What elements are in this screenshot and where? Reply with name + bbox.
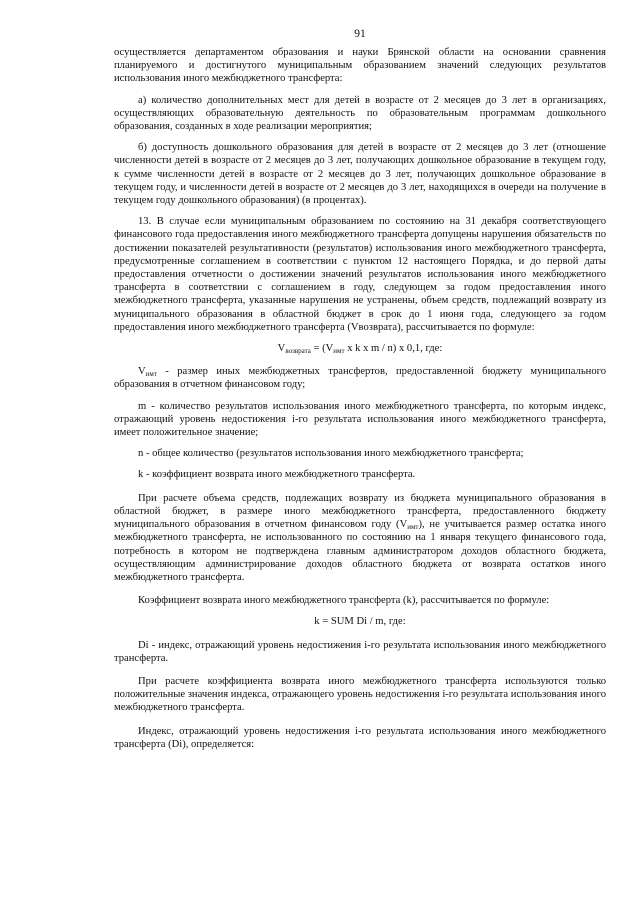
calc-note-after: ), не учитывается размер остатка иного межбюджетного трансферта, не использованного по состоянию на 1 января текущего финансового года, потребность в котором не подтверждена главным администратором доходов областного бюджета, осуществляющим администрирование доходов областного бюджета от возврата остатков иного межбюджетного трансферта.	[114, 519, 606, 583]
paragraph-index-intro: Индекс, отражающий уровень недостижения i-го результата использования иного межбюджетного трансферта (Di), определяется:	[114, 725, 606, 750]
calc-note-sub: имт	[407, 523, 419, 532]
paragraph-m-definition: m - количество результатов использования иного межбюджетного трансферта, по которым индекс, отражающий уровень недостижения i-го результата использования иного межбюджетного трансферта, имеет положительное значение;	[114, 400, 606, 439]
paragraph-item-b: б) доступность дошкольного образования для детей в возрасте от 2 месяцев до 3 лет (отношение численности детей в возрасте от 2 месяцев до 3 лет, получающих дошкольное образование в текущем году, к сумме численности детей в возрасте от 2 месяцев до 3 лет, получающих дошкольное образование в текущем году, и численности детей в возрасте от 2 месяцев до 3 лет, находящихся в очереди на получение в текущем году дошкольного образования) (в процентах).	[114, 142, 606, 207]
v-sub-imt: имт	[145, 370, 157, 379]
formula-coefficient: k = SUM Di / m, где:	[314, 616, 406, 628]
paragraph-13: 13. В случае если муниципальным образованием по состоянию на 31 декабря соответствующего финансового года предоставления иного межбюджетного трансферта допущены нарушения обязательств по достижении показателей результативности (результатов) использования иного межбюджетного трансферта, предусмотренные соглашением в соответствии с пунктом 12 настоящего Порядка, и до первой даты предоставления отчетности о достижении значений результатов использования иного межбюджетного трансферта в соответствии с соглашением в году, следующем за годом предоставления иного межбюджетного трансферта, указанные нарушения не устранены, объем средств, подлежащий возврату из муниципального образования в областной бюджет в срок до 1 июня года, следующего за годом предоставления иного межбюджетного трансферта (Vвозврата), рассчитывается по формуле:	[114, 216, 606, 333]
paragraph-k-definition: k - коэффициент возврата иного межбюджетного трансферта.	[138, 469, 416, 481]
paragraph-n-definition: n - общее количество (результатов использования иного межбюджетного трансферта;	[138, 448, 524, 460]
paragraph-item-a: а) количество дополнительных мест для детей в возрасте от 2 месяцев до 3 лет в организациях, осуществляющих образовательную деятельность по образовательным программам дошкольного образования, созданных в ходе реализации мероприятия;	[114, 94, 606, 133]
v-imt-text: - размер иных межбюджетных трансфертов, предоставленной бюджету муниципального образования в отчетном финансовом году;	[114, 366, 606, 391]
v-symbol: V	[138, 366, 146, 378]
paragraph-v-imt-definition	[114, 365, 606, 391]
formula-return-volume	[114, 342, 606, 355]
formula-eq: = (V	[310, 343, 334, 355]
paragraph-di-definition: Di - индекс, отражающий уровень недостижения i-го результата использования иного межбюджетного трансферта.	[114, 639, 606, 664]
paragraph-coefficient-intro: Коэффициент возврата иного межбюджетного трансферта (k), рассчитывается по формуле:	[138, 595, 550, 607]
paragraph-intro: осуществляется департаментом образования и науки Брянской области на основании сравнения планируемого и достигнутого муниципальным образованием значений следующих результатов использования иного межбюджетного трансферта:	[114, 47, 606, 85]
formula-rest: x k x m / n) x 0,1, где:	[344, 343, 443, 355]
page-number: 91	[354, 28, 366, 40]
paragraph-positive-values: При расчете коэффициента возврата иного межбюджетного трансферта используются только положительные значения индекса, отражающего уровень недостижения i-го результата использования иного межбюджетного трансферта.	[114, 675, 606, 714]
formula-sub-imt: имт	[333, 347, 345, 356]
paragraph-calculation-note	[114, 492, 606, 584]
formula-sub-return: возврата	[285, 347, 311, 356]
calc-note-before: При расчете объема средств, подлежащих возврату из бюджета муниципального образования в областной бюджет, в размере иного межбюджетного трансферта, предоставленного бюджету муниципального образования в отчетном финансовом году (V	[114, 492, 606, 531]
formula-v: V	[277, 343, 286, 355]
